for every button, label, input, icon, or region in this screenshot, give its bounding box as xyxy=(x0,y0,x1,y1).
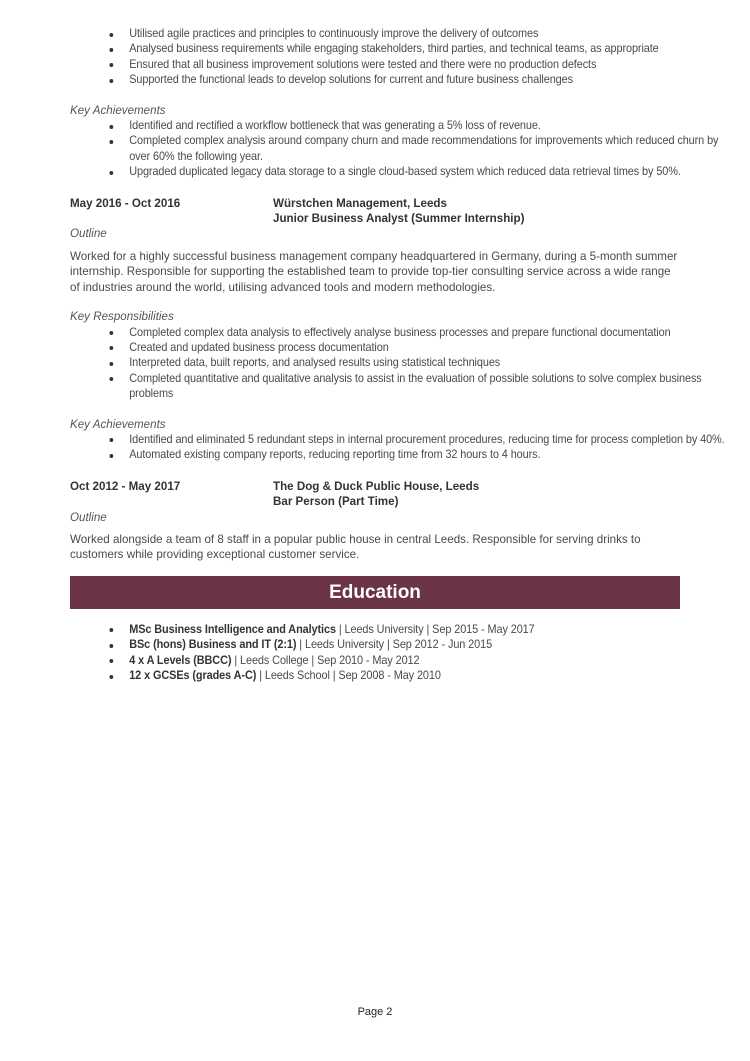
job-dates: Oct 2012 - May 2017 xyxy=(70,479,181,493)
outline-heading: Outline xyxy=(70,510,107,524)
list-item: Created and updated business process documentation xyxy=(70,340,737,355)
job-outline: Worked alongside a team of 8 staff in a popular public house in central Leeds. Responsible for serving drinks to customers while providing exceptional customer service. xyxy=(70,532,641,562)
resume-page xyxy=(70,26,725,683)
education-details: | Leeds School | Sep 2008 - May 2010 xyxy=(256,669,441,682)
job-role: Junior Business Analyst (Summer Internship) xyxy=(273,212,525,226)
responsibilities-heading: Key Responsibilities xyxy=(70,310,174,324)
job-employer: The Dog & Duck Public House, Leeds xyxy=(273,479,480,493)
job-outline: Worked for a highly successful business management company headquartered in Germany, during a 5-month summer internship. Responsible for supporting the established team to provide top-tier consulting service across a wide range of industries around the world, utilising advanced tools and modern methodologies. xyxy=(70,249,678,294)
education-item xyxy=(70,622,737,637)
list-item: Automated existing company reports, reducing reporting time from 32 hours to 4 hours. xyxy=(70,447,737,462)
job-header xyxy=(70,479,680,510)
list-item: Analysed business requirements while engaging stakeholders, third parties, and technical teams, as appropriate xyxy=(70,41,737,56)
job-header xyxy=(70,196,680,227)
job2-achievements xyxy=(70,432,725,463)
education-details: | Leeds University | Sep 2012 - Jun 2015 xyxy=(296,638,493,652)
list-item: Ensured that all business improvement solutions were tested and there were no production defects xyxy=(70,57,737,72)
prev-job-responsibilities xyxy=(70,26,680,88)
list-item: Identified and eliminated 5 redundant steps in internal procurement procedures, reducing time for process completion by 40%. xyxy=(70,432,737,447)
list-item: Identified and rectified a workflow bottleneck that was generating a 5% loss of revenue. xyxy=(70,118,737,133)
page-number: Page 2 xyxy=(357,1006,393,1018)
education-section-title: Education xyxy=(70,576,680,609)
job-role: Bar Person (Part Time) xyxy=(273,495,399,509)
list-item: Interpreted data, built reports, and analysed results using statistical techniques xyxy=(70,355,737,370)
list-item: Completed quantitative and qualitative analysis to assist in the evaluation of possible solutions to solve complex business problems xyxy=(70,371,737,402)
list-item: Utilised agile practices and principles to continuously improve the delivery of outcomes xyxy=(70,26,737,41)
prev-job-achievements xyxy=(70,118,719,180)
job-employer: Würstchen Management, Leeds xyxy=(273,196,447,210)
education-qualification: MSc Business Intelligence and Analytics xyxy=(129,622,336,636)
achievements-heading: Key Achievements xyxy=(70,103,166,117)
education-item xyxy=(70,653,737,668)
job-dates: May 2016 - Oct 2016 xyxy=(70,196,181,210)
education-item xyxy=(70,637,737,652)
education-details: | Leeds University | Sep 2015 - May 2017 xyxy=(335,622,535,636)
education-qualification: BSc (hons) Business and IT (2:1) xyxy=(129,638,297,652)
education-item xyxy=(70,668,737,683)
job2-responsibilities xyxy=(70,325,702,402)
education-list xyxy=(70,622,680,684)
education-qualification: 4 x A Levels (BBCC) xyxy=(129,653,232,667)
list-item: Completed complex analysis around company churn and made recommendations for improvements which reduced churn by over 60% the following year. xyxy=(70,133,737,164)
list-item: Upgraded duplicated legacy data storage to a single cloud-based system which reduced data retrieval times by 50%. xyxy=(70,164,737,179)
list-item: Supported the functional leads to develop solutions for current and future business challenges xyxy=(70,72,737,87)
education-details: | Leeds College | Sep 2010 - May 2012 xyxy=(231,653,420,667)
outline-heading: Outline xyxy=(70,227,107,241)
list-item: Completed complex data analysis to effectively analyse business processes and prepare functional documentation xyxy=(70,325,737,340)
achievements-heading: Key Achievements xyxy=(70,417,166,431)
education-qualification: 12 x GCSEs (grades A-C) xyxy=(129,669,257,682)
